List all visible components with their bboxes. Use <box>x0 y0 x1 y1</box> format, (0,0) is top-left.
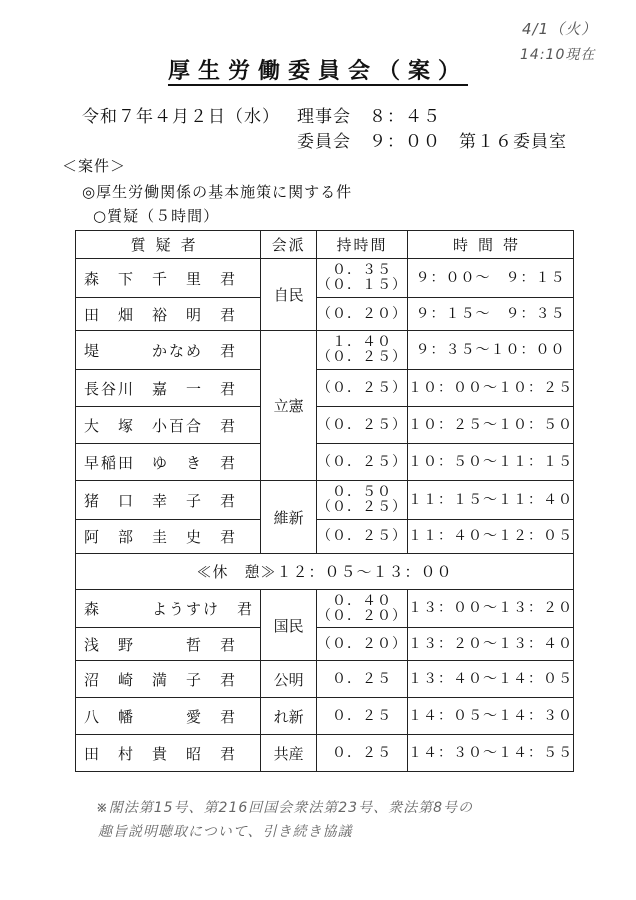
qa-label: ○質疑（５時間） <box>93 207 220 225</box>
party-cell: 維新 <box>261 481 317 554</box>
note-line-2: 趣旨説明聴取について、引き続き協議 <box>98 824 353 840</box>
header-party: 会派 <box>261 231 317 259</box>
note-line-1: ※閣法第15号、第216回国会衆法第23号、衆法第8号の <box>96 800 473 816</box>
page-title <box>0 54 636 85</box>
questioner-name: 早稲田 ゆ き 君 <box>76 444 261 481</box>
questioner-name: 森 下 千 里 君 <box>76 259 261 298</box>
questioner-name: 猪 口 幸 子 君 <box>76 481 261 520</box>
anken-label: ＜案件＞ <box>62 157 127 175</box>
questioner-name: 堤 かなめ 君 <box>76 331 261 370</box>
party-cell: れ新 <box>261 698 317 735</box>
time-alloc: １．４０ <box>331 334 392 350</box>
questioner-name: 八 幡 愛 君 <box>76 698 261 735</box>
table-row <box>76 407 574 444</box>
schedule-table <box>75 230 574 772</box>
iinkai-time: 委員会 ９：００ 第１６委員室 <box>297 132 567 152</box>
time-alloc-cell: （０．２５） <box>316 444 407 481</box>
table-row <box>76 735 574 772</box>
time-alloc-cell <box>316 590 407 628</box>
time-alloc-sub: （０．２５） <box>316 499 407 515</box>
table-row <box>76 520 574 554</box>
time-slot: ９：００～ ９：１５ <box>407 259 573 298</box>
time-alloc-cell <box>316 259 407 298</box>
questioner-name: 田 村 貴 昭 君 <box>76 735 261 772</box>
riji-time: 理事会 ８：４５ <box>297 107 441 127</box>
table-row <box>76 259 574 298</box>
table-row <box>76 590 574 628</box>
time-slot: １３：２０～１３：４０ <box>407 628 573 661</box>
table-row <box>76 331 574 370</box>
questioner-name: 沼 崎 満 子 君 <box>76 661 261 698</box>
table-row <box>76 661 574 698</box>
time-alloc-cell: （０．２０） <box>316 628 407 661</box>
header-time-alloc: 持時間 <box>316 231 407 259</box>
questioner-name: 田 畑 裕 明 君 <box>76 298 261 331</box>
time-slot: １４：３０～１４：５５ <box>407 735 573 772</box>
party-cell: 立憲 <box>261 331 317 481</box>
time-alloc-cell <box>316 481 407 520</box>
time-alloc: ０．５０ <box>331 484 392 500</box>
table-row <box>76 628 574 661</box>
time-slot: １１：１５～１１：４０ <box>407 481 573 520</box>
table-row <box>76 370 574 407</box>
table-row <box>76 481 574 520</box>
time-alloc-sub: （０．２０） <box>316 607 407 624</box>
time-alloc-cell: （０．２５） <box>316 370 407 407</box>
party-cell: 自民 <box>261 259 317 331</box>
table-row <box>76 444 574 481</box>
questioner-name: 阿 部 圭 史 君 <box>76 520 261 554</box>
time-alloc: ０．４０ <box>331 592 392 609</box>
table-header-row <box>76 231 574 259</box>
time-slot: １３：００～１３：２０ <box>407 590 573 628</box>
time-alloc-sub: （０．１５） <box>316 277 407 293</box>
table-row <box>76 298 574 331</box>
meeting-date: 令和７年４月２日（水） <box>82 107 280 127</box>
time-slot: １０：５０～１１：１５ <box>407 444 573 481</box>
header-slot: 時間帯 <box>407 231 573 259</box>
time-slot: １４：０５～１４：３０ <box>407 698 573 735</box>
break-row <box>76 554 574 590</box>
time-alloc-cell: （０．２０） <box>316 298 407 331</box>
time-slot: １０：２５～１０：５０ <box>407 407 573 444</box>
questioner-name: 森 ようすけ 君 <box>76 590 261 628</box>
time-alloc-sub: （０．２５） <box>316 349 407 365</box>
time-alloc-cell: ０．２５ <box>316 735 407 772</box>
party-cell: 共産 <box>261 735 317 772</box>
questioner-name: 浅 野 哲 君 <box>76 628 261 661</box>
time-alloc: ０．３５ <box>331 262 392 278</box>
time-slot: １０：００～１０：２５ <box>407 370 573 407</box>
time-alloc-cell <box>316 331 407 370</box>
time-slot: １３：４０～１４：０５ <box>407 661 573 698</box>
party-cell: 公明 <box>261 661 317 698</box>
time-slot: ９：１５～ ９：３５ <box>407 298 573 331</box>
time-alloc-cell: ０．２５ <box>316 698 407 735</box>
time-slot: ９：３５～１０：００ <box>407 331 573 370</box>
questioner-name: 大 塚 小百合 君 <box>76 407 261 444</box>
page-title-text: 厚生労働委員会（案） <box>167 58 468 84</box>
agenda-item: ◎厚生労働関係の基本施策に関する件 <box>82 183 353 201</box>
time-slot: １１：４０～１２：０５ <box>407 520 573 554</box>
time-alloc-cell: （０．２５） <box>316 407 407 444</box>
handwritten-note <box>96 796 566 844</box>
handwritten-date: 4/1（火） <box>522 20 598 38</box>
party-cell: 国民 <box>261 590 317 661</box>
handwritten-time: 14:10現在 <box>520 47 596 63</box>
time-alloc-cell: ０．２５ <box>316 661 407 698</box>
time-alloc-cell: （０．２５） <box>316 520 407 554</box>
questioner-name: 長谷川 嘉 一 君 <box>76 370 261 407</box>
table-row <box>76 698 574 735</box>
break-text: ≪休 憩≫１２：０５～１３：００ <box>76 554 574 590</box>
header-questioner: 質疑者 <box>76 231 261 259</box>
